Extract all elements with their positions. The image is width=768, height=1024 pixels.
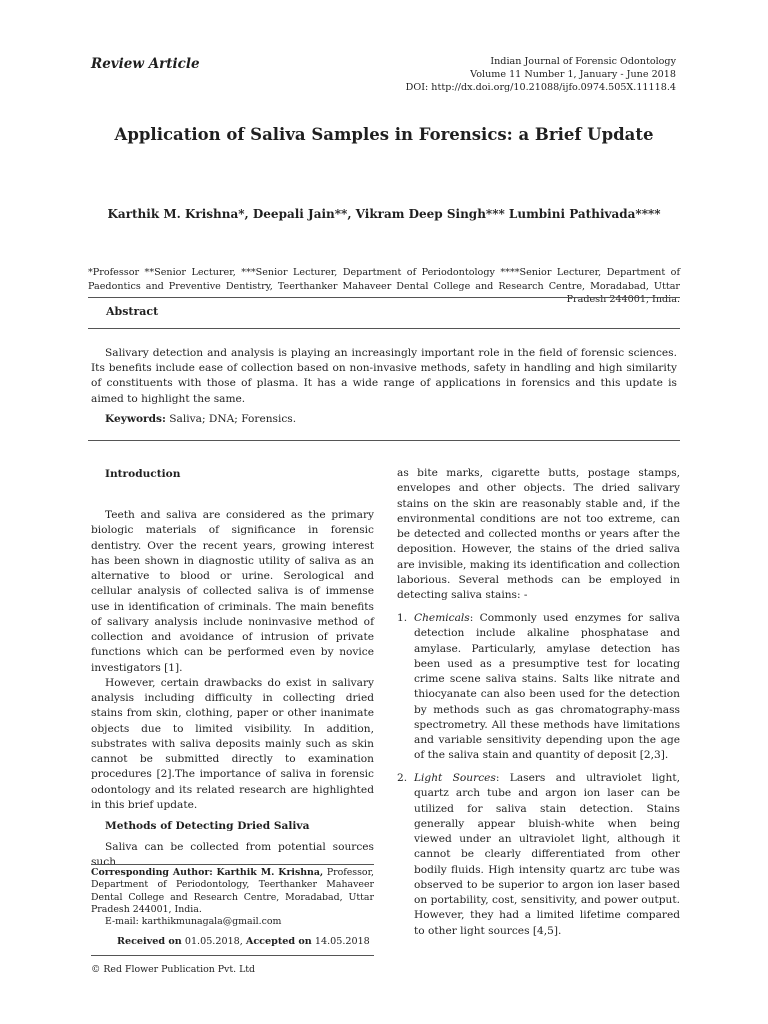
- introduction-heading: Introduction: [105, 468, 181, 480]
- list-term: Light Sources: [414, 772, 496, 784]
- keywords: [105, 413, 296, 425]
- corr-name: Karthik M. Krishna,: [216, 867, 324, 878]
- author-list: Karthik M. Krishna*, Deepali Jain**, Vikram Deep Singh*** Lumbini Pathivada****: [107, 207, 661, 221]
- article-type-label: Review Article: [91, 56, 200, 72]
- copyright: © Red Flower Publication Pvt. Ltd: [91, 964, 256, 975]
- methods-body-continued: [397, 466, 680, 603]
- journal-volume: Volume 11 Number 1, January - June 2018: [470, 69, 676, 80]
- affiliations: *Professor **Senior Lecturer, ***Senior Lecturer, Department of Periodontology ****Senior Lecturer, Department of Paedontics and Preventive Dentistry, Teerthanker Mahaveer Dental College and Research Centre, Moradabad, Uttar Pradesh 244001, India.: [88, 267, 680, 305]
- corr-label: Corresponding Author:: [91, 867, 213, 878]
- list-text: : Lasers and ultraviolet light, quartz arch tube and argon ion laser can be utilized for saliva stain detection. Stains generally appear bluish-white when being viewed under an ultraviolet light, although it cannot be clearly differentiated from other bodily fluids. High intensity quartz arc tube was observed to be superior to argon ion laser based on portability, cost, sensitivity, and power output. However, they had a limited lifetime compared to other light sources [4,5].: [414, 772, 680, 937]
- divider: [91, 955, 374, 956]
- methods-body-start: [91, 840, 374, 871]
- paragraph: Saliva can be collected from potential sources such: [91, 841, 374, 869]
- keywords-value: Saliva; DNA; Forensics.: [169, 413, 297, 425]
- divider: [88, 328, 680, 329]
- paragraph: However, certain drawbacks do exist in salivary analysis including difficulty in collecting dried stains from skin, clothing, paper or other inanimate objects due to limited visibility. In addition, substrates with saliva deposits mainly such as skin cannot be submitted directly to examination procedures [2].The importance of saliva in forensic odontology and its related research are highlighted in this brief update.: [91, 676, 374, 811]
- introduction-body: [91, 508, 374, 813]
- list-item: [397, 611, 680, 764]
- divider: [88, 297, 680, 298]
- abstract-text: Salivary detection and analysis is playing an increasingly important role in the field of forensic sciences. Its benefits include ease of collection based on non-invasive methods, safety in handling and high similarity of constituents with those of plasma. It has a wide range of applications in forensics and this update is aimed to highlight the same.: [91, 347, 677, 405]
- divider: [88, 440, 680, 441]
- article-title: Application of Saliva Samples in Forensics: a Brief Update: [114, 125, 654, 144]
- paragraph: as bite marks, cigarette butts, postage stamps, envelopes and other objects. The dried salivary stains on the skin are reasonably stable and, if the environmental conditions are not too extreme, can be detected and collected months or years after the deposition. However, the stains of the dried saliva are invisible, making its identification and collection laborious. Several methods can be employed in detecting saliva stains: -: [397, 467, 680, 601]
- received-accepted: Received on 01.05.2018, Accepted on 14.05.2018: [117, 936, 370, 947]
- paragraph: Teeth and saliva are considered as the primary biologic materials of significance in forensic dentistry. Over the recent years, growing interest has been shown in diagnostic utility of saliva as an alternative to blood or urine. Serological and cellular analysis of collected saliva is of immense use in identification of criminals. The main benefits of salivary analysis include noninvasive method of collection and avoidance of intrusion of private functions which can be performed even by novice investigators [1].: [91, 509, 374, 674]
- corr-email[interactable]: E-mail: karthikmunagala@gmail.com: [105, 916, 282, 928]
- doi-link[interactable]: DOI: http://dx.doi.org/10.21088/ijfo.0974.505X.11118.4: [405, 82, 676, 93]
- corr-address: Professor, Department of Periodontology, Teerthanker Mahaveer Dental College and Research Centre, Moradabad, Uttar Pradesh 244001, India.: [91, 867, 375, 915]
- list-text: : Commonly used enzymes for saliva detection include alkaline phosphatase and amylase. Particularly, amylase detection has been used as a presumptive test for locating crime scene saliva stains. Salts like nitrate and thiocyanate can also been used for the detection by methods such as gas chromatography-mass spectrometry. All these methods have limitations and variable sensitivity depending upon the age of the saliva stain and quantity of deposit [2,3].: [414, 612, 680, 762]
- keywords-label: Keywords:: [105, 413, 166, 425]
- divider: [91, 864, 374, 865]
- corresponding-author: [91, 867, 374, 928]
- list-number: 2.: [397, 772, 408, 784]
- journal-info: [406, 55, 676, 94]
- list-item: [397, 771, 680, 939]
- abstract-heading: Abstract: [106, 305, 159, 318]
- list-term: Chemicals: [414, 612, 470, 624]
- list-number: 1.: [397, 612, 408, 624]
- journal-name: Indian Journal of Forensic Odontology: [490, 56, 676, 67]
- methods-heading: Methods of Detecting Dried Saliva: [105, 820, 310, 832]
